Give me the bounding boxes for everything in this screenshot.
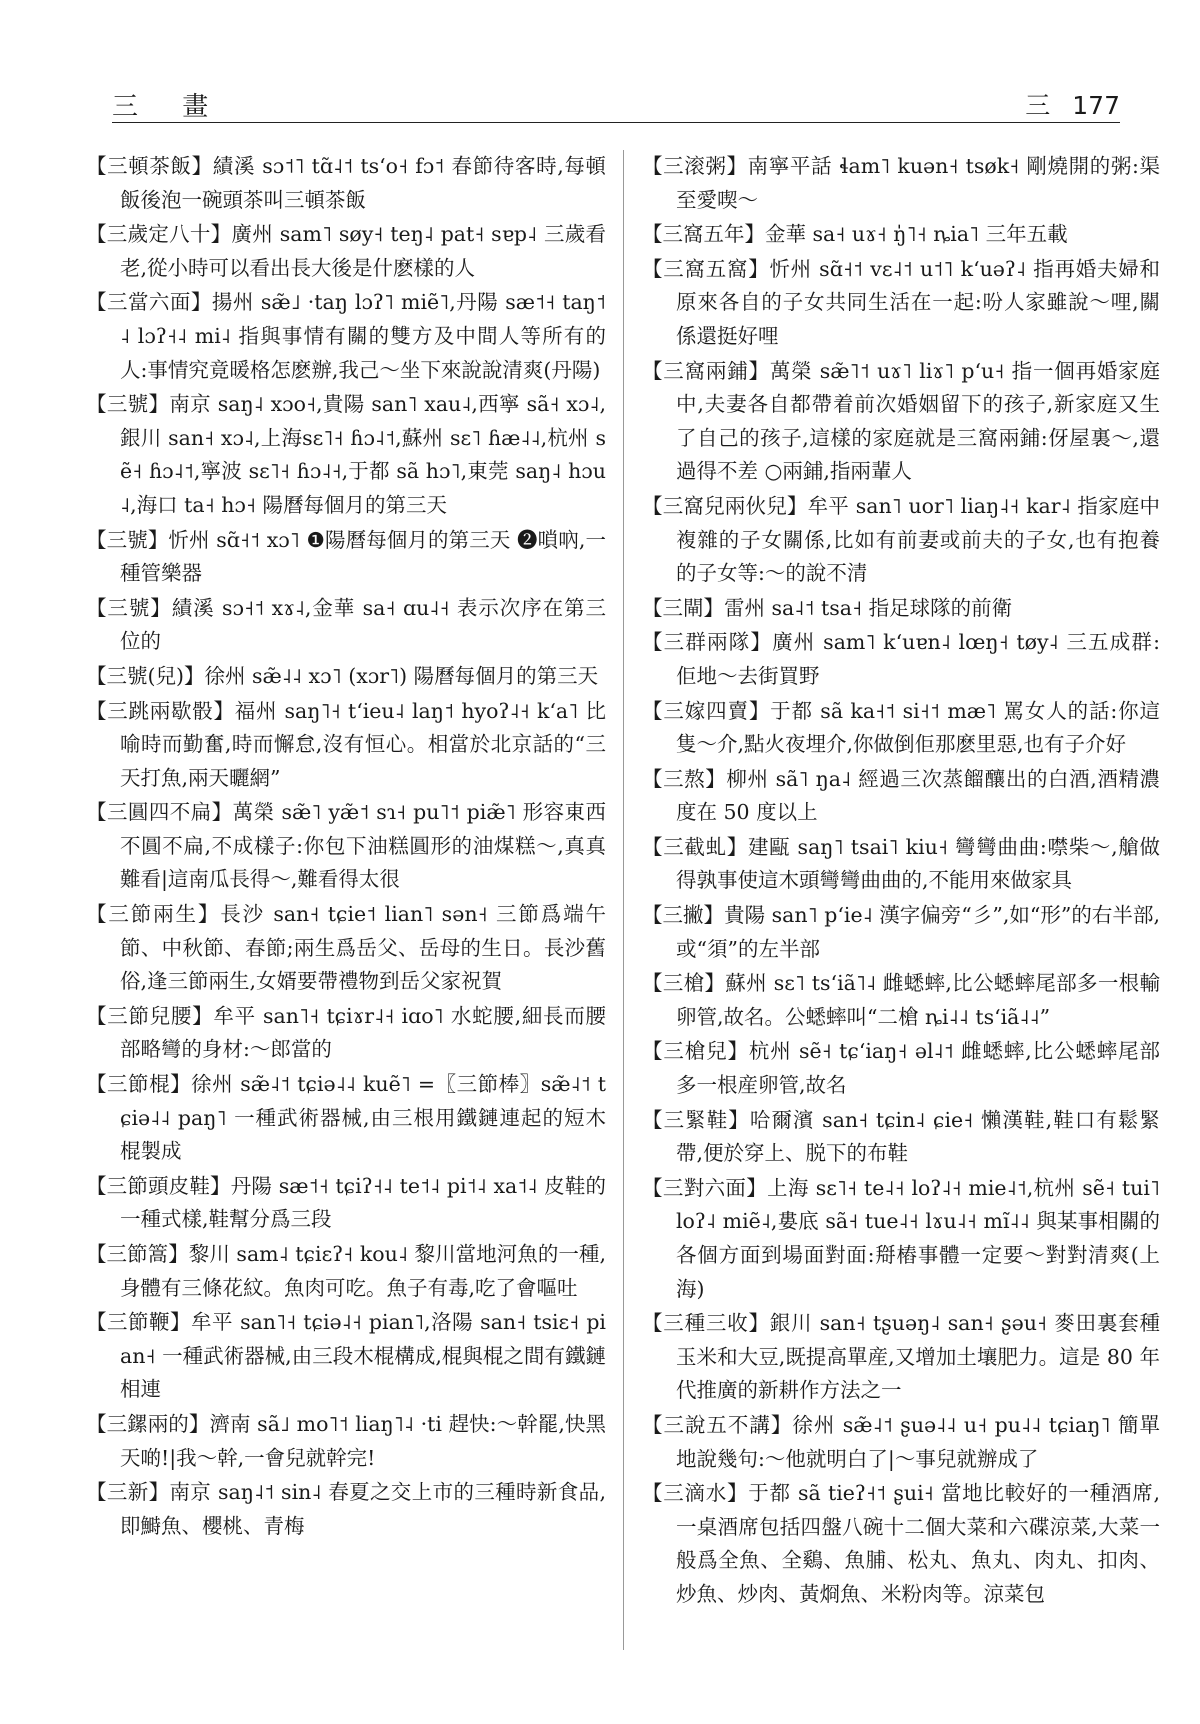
dictionary-entry: 【三歲定八十】廣州 sam˥ søy˧ teŋ˨ pat˧ sɐp˨ 三歲看老,從小時可以看出長大後是什麽樣的人 — [86, 222, 606, 280]
dictionary-entry: 【三窩兩鋪】萬榮 sæ̃˥˦ uɤ˥ liɤ˥ pʻu˧ 指一個再婚家庭中,夫妻各自都帶着前次婚姻留下的孩子,新家庭又生了自己的孩子,這樣的家庭就是三窩兩鋪:伢屋裏～,還過得不差 ○兩鋪,指兩輩人 — [642, 358, 1160, 484]
dictionary-entry: 【三對六面】上海 sɛ˥˧ te˨˧ loʔ˨˧ mie˨˦,杭州 sẽ˧ tui˥ loʔ˨ miẽ˨,婁底 sã˧ tue˨˧ lɤu˨˧ mĩ˨˨ 與某事相關的各個方面到場面對面:搿樁事體一定要～對對清爽(上海) — [642, 1175, 1160, 1301]
dictionary-entry: 【三鏍兩的】濟南 sã˩ mo˥˦ liaŋ˥˨ ·ti 趕快:～幹罷,快黑天啲!|我～幹,一會兒就幹完! — [86, 1411, 606, 1470]
dictionary-entry: 【三閘】雷州 sa˨˦ tsa˧ 指足球隊的前衛 — [642, 595, 1013, 620]
page-number: 177 — [1072, 91, 1120, 120]
right-column — [642, 150, 1160, 1710]
dictionary-entry: 【三節棍】徐州 sæ̃˨˦ tɕiə˨˨ kuẽ˥ =〖三節棒〗sæ̃˨˦ tɕiə˨˨ paŋ˥ 一種武術器械,由三根用鐵鏈連起的短木棍製成 — [86, 1072, 606, 1164]
dictionary-entry: 【三熬】柳州 sã˥ ŋa˨ 經過三次蒸餾釀出的白酒,酒精濃度在 50 度以上 — [642, 766, 1160, 825]
dictionary-entry: 【三節兒腰】牟平 san˥˧ tɕiɤr˨˧ iɑo˥ 水蛇腰,細長而腰部略彎的身材:～郎當的 — [86, 1003, 606, 1062]
head-character: 三 — [1025, 91, 1051, 120]
dictionary-entry: 【三節兩生】長沙 san˧ tɕie˦ lian˥ sən˧ 三節爲端午節、中秋節、春節;兩生爲岳父、岳母的生日。長沙舊俗,逢三節兩生,女婿要帶禮物到岳父家祝賀 — [86, 902, 606, 994]
page-header — [112, 82, 1120, 123]
dictionary-entry: 【三圓四不扁】萬榮 sæ̃˥ yæ̃˦ sɿ˧ pu˥˦ piæ̃˥ 形容東西不圓不扁,不成樣子:你包下油糕圓形的油煤糕～,真真難看|這南瓜長得～,難看得太很 — [86, 800, 606, 892]
dictionary-entry: 【三截虬】建甌 saŋ˥ tsai˥ kiu˧ 彎彎曲曲:噤柴～,艙做得孰事使這木頭彎彎曲曲的,不能用來做家具 — [642, 834, 1160, 893]
dictionary-entry: 【三說五不講】徐州 sæ̃˨˦ ʂuə˨˨ u˧ pu˨˨ tɕiaŋ˥ 簡單地說幾句:～他就明白了|～事兒就辦成了 — [642, 1412, 1160, 1471]
dictionary-entry: 【三窩五窩】忻州 sɑ̃˧˦ vɛ˨˦ u˦˥ kʻuəʔ˨ 指再婚夫婦和原來各自的子女共同生活在一起:吩人家雖說～哩,關係還挺好哩 — [642, 256, 1160, 348]
section-title: 三 畫 — [112, 92, 227, 122]
dictionary-entry: 【三槍兒】杭州 sẽ˧ tɕʻiaŋ˧ əl˨˦ 雌蟋蟀,比公蟋蟀尾部多一根産卵管,故名 — [642, 1039, 1160, 1098]
left-column — [86, 150, 606, 1710]
dictionary-entry: 【三頓茶飯】績溪 sɔ˦˥ tɑ̃˨˦ tsʻo˧ fɔ˦ 春節待客時,每頓飯後泡一碗頭茶叫三頓茶飯 — [86, 154, 606, 212]
dictionary-entry: 【三種三收】銀川 san˧ tʂuəŋ˨ san˧ ʂəu˧ 麥田裏套種玉米和大豆,既提高單産,又增加土壤肥力。這是 80 年代推廣的新耕作方法之一 — [642, 1311, 1160, 1403]
dictionary-entry: 【三號(兒)】徐州 sæ̃˨˨ xɔ˥ (xɔr˥) 陽曆每個月的第三天 — [86, 663, 599, 688]
dictionary-entry: 【三嫁四賣】于都 sã ka˧˦ si˧˦ mæ˥ 罵女人的話:你這隻～介,點火夜埋介,你做倒佢那麽里惡,也有子介好 — [642, 698, 1160, 757]
dictionary-entry: 【三窩五年】金華 sa˧ uɤ˧ ŋ̍˥˧ ȵia˥ 三年五載 — [642, 222, 1068, 247]
dictionary-entry: 【三節頭皮鞋】丹陽 sæ˦˧ tɕiʔ˧˨ te˦˨ pi˦˨ xa˦˨ 皮鞋的一種式樣,鞋幫分爲三段 — [86, 1173, 606, 1232]
dictionary-entry: 【三窩兒兩伙兒】牟平 san˥ uor˥ liaŋ˨˧ kar˨ 指家庭中複雜的子女關係,比如有前妻或前夫的子女,也有抱養的子女等:～的說不清 — [642, 493, 1160, 586]
dictionary-entry: 【三槍】蘇州 sɛ˥ tsʻiã˥˨ 雌蟋蟀,比公蟋蟀尾部多一根輸卵管,故名。公蟋蟀叫“二槍 ȵi˨˨ tsʻiã˨˨” — [642, 971, 1160, 1029]
column-divider — [623, 150, 624, 1650]
dictionary-entry: 【三當六面】揚州 sæ̃˩ ·taŋ lɔʔ˥ miẽ˥,丹陽 sæ˦˧ taŋ˦˨ lɔʔ˧˨ mi˨ 指與事情有關的雙方及中間人等所有的人:事情究竟暖格怎麽辦,我己～坐下來說說清爽(丹陽) — [86, 290, 606, 382]
dictionary-entry: 【三節鞭】牟平 san˥˧ tɕiə˨˧ pian˥,洛陽 san˧ tsiɛ˧ pian˧ 一種武術器械,由三段木棍構成,棍與棍之間有鐵鏈相連 — [86, 1310, 606, 1402]
dictionary-entry: 【三緊鞋】哈爾濱 san˧ tɕin˨ ɕie˧ 懶漢鞋,鞋口有鬆緊帶,便於穿上、脱下的布鞋 — [642, 1107, 1160, 1166]
dictionary-entry: 【三號】南京 saŋ˨ xɔo˧,貴陽 san˥ xau˨,西寧 sã˧ xɔ˨,銀川 san˧ xɔ˨,上海sɛ˥˧ ɦɔ˨˦,蘇州 sɛ˥ ɦæ˨˨,杭州 sẽ˧ ɦɔ˨˦,寧波 sɛ˥˧ ɦɔ˨˧,于都 sã hɔ˥,東莞 saŋ˨ hɔu˨,海口 ta˧ hɔ˧ 陽曆每個月的第三天 — [86, 392, 606, 517]
dictionary-entry: 【三滴水】于都 sã tieʔ˧˦ ʂui˧ 當地比較好的一種酒席,一桌酒席包括四盤八碗十二個大菜和六碟涼菜,大菜一般爲全魚、全鷄、魚脯、松丸、魚丸、肉丸、扣肉、炒魚、炒肉、黃烱魚、米粉肉等。涼菜包 — [642, 1481, 1160, 1606]
dictionary-entry: 【三滚粥】南寧平話 ɬam˥ kuən˧ tsøk˧ 剛燒開的粥:渠至愛喫～ — [642, 154, 1160, 212]
dictionary-entry: 【三節篙】黎川 sam˨ tɕiɛʔ˧ kou˨ 黎川當地河魚的一種,身體有三條花紋。魚肉可吃。魚子有毒,吃了會嘔吐 — [86, 1242, 606, 1300]
dictionary-entry: 【三號】績溪 sɔ˧˦ xɤ˨,金華 sa˧ ɑu˨˧ 表示次序在第三位的 — [86, 595, 606, 654]
dictionary-entry: 【三號】忻州 sɑ̃˧˦ xɔ˥ ❶陽曆每個月的第三天 ❷嗩吶,一種管樂器 — [86, 527, 606, 586]
header-right — [1025, 86, 1120, 122]
dictionary-entry: 【三新】南京 saŋ˨˦ sin˨ 春夏之交上市的三種時新食品,即鰣魚、櫻桃、青梅 — [86, 1480, 606, 1538]
dictionary-entry: 【三撇】貴陽 san˥ pʻie˨ 漢字偏旁“彡”,如“形”的右半部,或“須”的左半部 — [642, 903, 1160, 961]
dictionary-entry: 【三群兩隊】廣州 sam˥ kʻuɐn˨ lœŋ˧ tøy˨ 三五成群:佢地～去街買野 — [642, 630, 1160, 688]
dictionary-entry: 【三跳兩歇骰】福州 saŋ˥˧ tʻieu˨ laŋ˦ hyoʔ˨˧ kʻa˥ 比喻時而勤奮,時而懈怠,沒有恒心。相當於北京話的“三天打魚,兩天曬網” — [86, 698, 606, 790]
